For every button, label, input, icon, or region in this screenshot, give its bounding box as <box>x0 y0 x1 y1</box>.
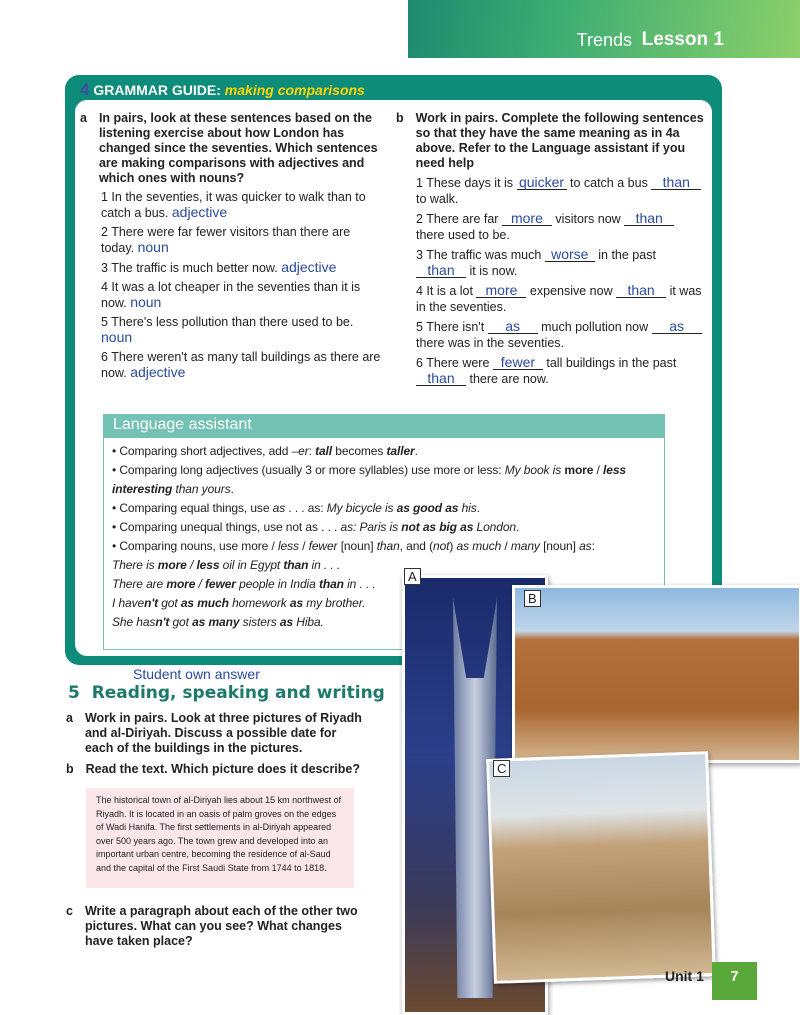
text-segment: fewer <box>308 539 338 553</box>
answer-note: Student own answer <box>133 666 260 682</box>
text-segment: There is <box>112 558 158 572</box>
answer-blank: more <box>476 284 526 298</box>
answer-handwritten: noun <box>130 294 162 310</box>
text-segment: . <box>476 501 480 515</box>
instruction-5c: Write a paragraph about each of the other two pictures. What can you see? What changes have taken place? <box>84 904 358 948</box>
text-segment: than <box>318 577 344 591</box>
photo-label-b: B <box>524 590 541 607</box>
text-segment: • Comparing equal things, use <box>112 501 273 515</box>
photo-diriyah-ruins <box>486 751 716 984</box>
text-segment: fewer <box>205 577 236 591</box>
section-5-title: 5 Reading, speaking and writing <box>68 683 385 703</box>
text-segment: in . . . <box>343 577 376 591</box>
instruction-5a: Work in pairs. Look at three pictures of Riyadh and al-Diriyah. Discuss a possible date for each of the buildings in the pictures. <box>84 711 362 755</box>
text-segment: She has <box>112 615 156 629</box>
text-segment: –er <box>291 444 309 458</box>
text-segment: taller <box>386 444 415 458</box>
text-segment: / <box>593 463 604 477</box>
sentence-text: to walk. <box>416 192 459 206</box>
answer-blank: than <box>624 212 674 226</box>
text-segment: as <box>579 539 592 553</box>
text-segment: • Comparing unequal things, use not as . . . <box>112 520 341 534</box>
text-segment: My bicycle is <box>326 501 397 515</box>
assistant-line <box>112 499 656 518</box>
text-segment: in . . . <box>308 558 341 572</box>
sentence-text: it was in the seventies. <box>416 284 702 314</box>
sentence-text: to catch a bus <box>566 176 652 190</box>
sentence-text: 6 There were <box>416 356 493 370</box>
reading-text: The historical town of al-Diriyah lies about 15 km northwest of Riyadh. It is located in an oasis of palm groves on the edges of Wadi Hanifa. The first settlements in al-Diriyah appeared over 500 years ago. The town grew and developed into an important urban centre, becoming the residence of al-Saud and the capital of the First Saudi State from 1744 to 1818. <box>86 788 354 888</box>
sentence-text: there was in the seventies. <box>416 336 564 350</box>
text-segment: . <box>414 444 418 458</box>
text-segment: n't <box>144 596 158 610</box>
text-segment: many <box>510 539 540 553</box>
sentence-text: 5 There's less pollution than there used to be. <box>101 315 354 329</box>
sentence-text: 6 There weren't as many tall buildings as there are now. <box>101 350 381 380</box>
answer-handwritten: adjective <box>281 259 337 275</box>
sentence-item <box>101 280 385 311</box>
text-segment: as much <box>180 596 229 610</box>
text-segment: his <box>458 501 477 515</box>
text-segment: got <box>169 615 193 629</box>
text-segment: oil in Egypt <box>219 558 284 572</box>
text-segment: less <box>196 558 220 572</box>
answer-blank: fewer <box>493 356 543 370</box>
text-segment: not <box>433 539 450 553</box>
sentence-text: 2 There are far <box>416 212 502 226</box>
sentence-item <box>416 175 706 207</box>
assistant-line <box>112 461 656 499</box>
assistant-line <box>112 556 656 575</box>
photo-label-a: A <box>404 568 421 585</box>
text-segment: as good as <box>396 501 459 515</box>
text-segment: becomes <box>332 444 387 458</box>
text-segment: as <box>289 596 304 610</box>
sentence-text: much pollution now <box>537 320 652 334</box>
text-segment: less <box>277 539 299 553</box>
text-segment: as <box>279 615 294 629</box>
text-segment: tall <box>315 444 333 458</box>
grammar-guide-title: 4 GRAMMAR GUIDE: making comparisons <box>80 80 365 99</box>
sentence-item <box>101 260 385 276</box>
text-segment: [noun] <box>337 539 377 553</box>
sentence-item <box>101 315 385 346</box>
sentence-text: 1 In the seventies, it was quicker to walk than to catch a bus. <box>101 190 366 220</box>
sentence-item <box>101 350 385 381</box>
lesson-header <box>408 0 800 58</box>
text-segment: ) <box>449 539 457 553</box>
photo-fort <box>512 585 800 763</box>
sentence-text: 1 These days it is <box>416 176 517 190</box>
text-segment: my brother. <box>303 596 366 610</box>
sentence-text: there are now. <box>466 372 549 386</box>
text-segment: as many <box>192 615 240 629</box>
sentence-text: there used to be. <box>416 228 510 242</box>
answer-handwritten: adjective <box>171 204 228 220</box>
sentence-text: 3 The traffic was much <box>416 248 545 262</box>
text-segment: / <box>186 558 197 572</box>
topic-title: Trends <box>576 30 632 50</box>
text-segment: sisters <box>239 615 280 629</box>
sentence-text: visitors now <box>551 212 625 226</box>
sentence-item <box>101 225 385 256</box>
page-number: 7 <box>712 962 757 1000</box>
text-segment: less interesting <box>112 463 626 496</box>
assistant-line <box>112 442 656 461</box>
text-segment: . <box>230 482 234 496</box>
text-segment: • Comparing long adjectives (usually 3 or more syllables) use more or less: <box>112 463 505 477</box>
text-segment: more <box>166 577 196 591</box>
exercise-5ab: a Work in pairs. Look at three pictures of Riyadh and al-Diriyah. Discuss a possible date for each of the buildings in the pictures. b Read the text. Which picture does it describe? <box>66 711 366 777</box>
sentence-text: 2 There were far fewer visitors than there are today. <box>101 225 351 255</box>
answer-blank: as <box>652 320 702 334</box>
sentence-text: in the past <box>594 248 656 262</box>
text-segment: as <box>272 501 286 515</box>
unit-label: Unit 1 <box>665 968 704 984</box>
sentence-text: expensive now <box>526 284 617 298</box>
sentence-item <box>416 247 706 279</box>
sentence-text: 5 There isn't <box>416 320 488 334</box>
instruction-5b: Read the text. Which picture does it describe? <box>85 762 360 776</box>
text-segment: : <box>591 539 595 553</box>
text-segment: • Comparing short adjectives, add <box>112 444 292 458</box>
text-segment: people in India <box>235 577 319 591</box>
answer-blank: than <box>651 176 701 190</box>
sentence-text: it is now. <box>466 264 518 278</box>
text-segment: more <box>564 463 594 477</box>
text-segment: [noun] <box>539 539 580 553</box>
exercise-4a: a In pairs, look at these sentences based on the listening exercise about how London has changed since the seventies. Which sentences are making comparisons with adjectives and which ones with nouns? 1 In the seventies, it was quicker to walk than to catch a bus. adjective 2 There were far fewer visitors than there are today. noun 3 The traffic is much better now. adjective 4 It was a lot cheaper in the seventies than it is now. noun 5 There's less pollution than there used to be. noun 6 There weren't as many tall buildings as there are now. adjective <box>80 111 385 381</box>
text-segment: • Comparing nouns, use more / <box>112 539 278 553</box>
assistant-line <box>112 537 656 556</box>
sentence-text: tall buildings in the past <box>542 356 677 370</box>
text-segment: . . . as: <box>285 501 327 515</box>
text-segment: n't <box>155 615 170 629</box>
answer-blank: quicker <box>517 176 567 190</box>
text-segment: not as big as <box>401 520 474 534</box>
sentence-item <box>416 355 706 387</box>
answer-handwritten: adjective <box>130 364 186 380</box>
instruction: Work in pairs. Complete the following sentences so that they have the same meaning as in 4a above. Refer to the Language assistant if you need help <box>415 111 704 170</box>
text-segment: than yours <box>172 482 231 496</box>
text-segment: more <box>157 558 187 572</box>
text-segment: / <box>195 577 206 591</box>
sentence-item <box>101 190 385 221</box>
sentence-text: 4 It is a lot <box>416 284 477 298</box>
text-segment: . <box>515 520 520 534</box>
answer-blank: than <box>416 264 466 278</box>
text-segment: There are <box>112 577 167 591</box>
sentence-item <box>416 211 706 243</box>
text-segment: as much <box>456 539 502 553</box>
text-segment: as: Paris is <box>340 520 402 534</box>
answer-blank: more <box>502 212 552 226</box>
exercise-4b: b Work in pairs. Complete the following sentences so that they have the same meaning as in 4a above. Refer to the Language assistant if you need help 1 These days it is quicker to catch a bus than to walk. 2 There are far more visitors now than there used to be. 3 The traffic was much worse in the past than it is now. 4 It is a lot more expensive now than it was in the seventies. 5 There isn't as much pollution now as there was in the seventies. 6 There were fewer tall buildings in the past than there are now. <box>396 111 706 387</box>
text-segment: My book is <box>504 463 565 477</box>
instruction: In pairs, look at these sentences based on the listening exercise about how London has changed since the seventies. Which sentences are making comparisons with adjectives and which ones with nouns? <box>98 111 378 185</box>
text-segment: got <box>157 596 181 610</box>
lesson-label: Lesson 1 <box>641 29 724 50</box>
exercise-5c: c Write a paragraph about each of the other two pictures. What can you see? What changes have taken place? <box>66 904 366 949</box>
text-segment: than <box>283 558 309 572</box>
text-segment: than <box>376 539 400 553</box>
sentence-item <box>416 319 706 351</box>
answer-blank: worse <box>545 248 595 262</box>
sentence-text: 3 The traffic is much better now. <box>101 261 278 275</box>
text-segment: , and ( <box>399 539 433 553</box>
answer-handwritten: noun <box>101 329 133 345</box>
answer-handwritten: noun <box>137 239 169 255</box>
language-assistant-title: Language assistant <box>103 414 665 438</box>
text-segment: / <box>298 539 309 553</box>
sentence-text: 4 It was a lot cheaper in the seventies than it is now. <box>101 280 361 310</box>
text-segment: homework <box>228 596 290 610</box>
assistant-line <box>112 518 656 537</box>
photo-label-c: C <box>493 760 510 777</box>
answer-blank: as <box>488 320 538 334</box>
text-segment: Hiba. <box>293 615 324 629</box>
text-segment: / <box>501 539 511 553</box>
text-segment: : <box>308 444 316 458</box>
text-segment: London <box>473 520 516 534</box>
sentence-item <box>416 283 706 315</box>
answer-blank: than <box>616 284 666 298</box>
text-segment: I have <box>112 596 145 610</box>
answer-blank: than <box>416 372 466 386</box>
